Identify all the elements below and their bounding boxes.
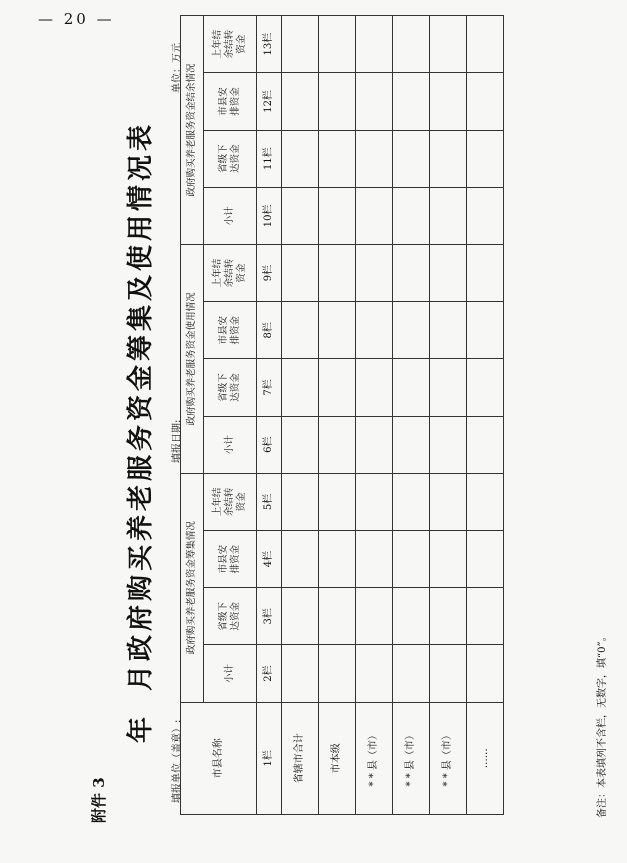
title-year: 年 [126,712,156,743]
table-cell[interactable] [356,130,393,187]
table-cell[interactable] [356,416,393,473]
sub-header [204,416,257,473]
column-number: 5栏 [257,473,282,530]
table-cell[interactable] [282,416,319,473]
table-cell[interactable] [356,302,393,359]
column-number: 8栏 [257,302,282,359]
name-header: 市县名称 [181,702,257,814]
sub-header-label: 省级下达资金 [218,602,241,631]
page-title [120,121,157,743]
column-number: 2栏 [257,645,282,702]
table-cell[interactable] [467,244,504,301]
table-cell[interactable] [319,16,356,73]
footnote: 备注：本表填列不含栏，无数字，填“0”。 [597,631,608,818]
table-cell[interactable] [467,302,504,359]
table-cell[interactable] [319,187,356,244]
table-cell[interactable] [430,416,467,473]
table-cell[interactable] [430,588,467,645]
table-cell[interactable] [282,302,319,359]
table-cell[interactable] [282,530,319,587]
table-cell[interactable] [356,244,393,301]
page-number: — 20 — [38,10,115,28]
fill-date-label: 填报日期: [172,419,183,463]
column-number: 9栏 [257,244,282,301]
sub-header-label: 上年结余结转资金 [212,487,247,517]
table-cell[interactable] [430,302,467,359]
table-cell[interactable] [393,244,430,301]
table-cell[interactable] [282,187,319,244]
table-cell[interactable] [356,187,393,244]
table-cell[interactable] [467,530,504,587]
table-cell[interactable] [393,416,430,473]
report-table [180,15,504,815]
sub-header [204,473,257,530]
table-cell[interactable] [282,130,319,187]
table-cell[interactable] [430,645,467,702]
column-number: 11栏 [257,130,282,187]
row-label: 省辖市合计 [282,702,319,814]
table-cell[interactable] [282,359,319,416]
table-row [467,16,504,815]
sub-header-label: 省级下达资金 [218,144,241,173]
sub-header-label: 小计 [224,206,236,226]
table-cell[interactable] [393,473,430,530]
sub-header-label: 上年结余结转资金 [212,258,247,288]
sub-header-label: 小计 [224,435,236,455]
table-row [356,16,393,815]
filler-label: 填报单位（盖章）: [172,719,183,803]
table-cell[interactable] [393,73,430,130]
column-number: 10栏 [257,187,282,244]
sub-header-label: 市县安排资金 [218,544,241,574]
table-row [319,16,356,815]
sub-header [204,588,257,645]
table-row [282,16,319,815]
table-cell[interactable] [319,302,356,359]
table-cell[interactable] [467,130,504,187]
column-number: 4栏 [257,530,282,587]
sub-header-label: 市县安排资金 [218,316,241,345]
sub-header [204,16,257,73]
table-cell[interactable] [282,645,319,702]
table-row [430,16,467,815]
column-number: 7栏 [257,359,282,416]
table-cell[interactable] [430,73,467,130]
table-cell[interactable] [356,588,393,645]
table-cell[interactable] [430,187,467,244]
group-header-use: 政府购买养老服务资金使用情况 [181,244,204,473]
table-cell[interactable] [467,473,504,530]
title-text: 月政府购买养老服务资金筹集及使用情况表 [126,120,156,691]
sub-header-row [204,16,257,815]
table-cell[interactable] [356,645,393,702]
table-cell[interactable] [356,473,393,530]
column-number: 12栏 [257,73,282,130]
table-cell[interactable] [467,588,504,645]
sub-header [204,244,257,301]
table-cell[interactable] [319,244,356,301]
table-cell[interactable] [282,73,319,130]
table-cell[interactable] [393,645,430,702]
table-cell[interactable] [467,187,504,244]
sub-header [204,130,257,187]
table-cell[interactable] [319,130,356,187]
table-cell[interactable] [356,530,393,587]
table-cell[interactable] [356,73,393,130]
table-cell[interactable] [393,530,430,587]
table-row [393,16,430,815]
column-number-row [257,16,282,815]
table-cell[interactable] [319,416,356,473]
table-cell[interactable] [430,130,467,187]
group-header-balance: 政府购买养老服务资金结余情况 [181,16,204,245]
table-cell[interactable] [393,302,430,359]
table-cell[interactable] [430,16,467,73]
table-cell[interactable] [282,473,319,530]
table-cell[interactable] [319,73,356,130]
row-label: * * 县（市） [393,702,430,814]
table-cell[interactable] [319,359,356,416]
table-cell[interactable] [319,645,356,702]
table-cell[interactable] [430,530,467,587]
table-cell[interactable] [393,130,430,187]
table-cell[interactable] [467,16,504,73]
sub-header-label: 省级下达资金 [218,373,241,402]
sub-header [204,302,257,359]
column-number: 3栏 [257,588,282,645]
table-cell[interactable] [393,588,430,645]
column-number: 13栏 [257,16,282,73]
table-cell[interactable] [282,588,319,645]
sub-header [204,530,257,587]
column-number: 6栏 [257,416,282,473]
table-cell[interactable] [319,588,356,645]
sub-header [204,645,257,702]
row-label: …… [467,702,504,814]
table-cell[interactable] [356,359,393,416]
table-cell[interactable] [430,473,467,530]
unit-label: 单位：万元 [172,43,183,93]
sub-header [204,73,257,130]
table-cell[interactable] [467,73,504,130]
table-cell[interactable] [319,473,356,530]
sub-header-label: 小计 [224,664,236,684]
row-label: * * 县（市） [356,702,393,814]
row-label: * * 县（市） [430,702,467,814]
group-header-raise: 政府购买养老服务资金筹集情况 [181,473,204,702]
table-cell[interactable] [467,645,504,702]
table-cell[interactable] [430,244,467,301]
table-cell[interactable] [319,530,356,587]
table-cell[interactable] [282,16,319,73]
table-cell[interactable] [393,16,430,73]
attachment-label: 附件 3 [90,777,108,823]
row-label: 市本级 [319,702,356,814]
table-cell[interactable] [467,359,504,416]
table-cell[interactable] [356,16,393,73]
sub-header-label: 市县安排资金 [218,87,241,116]
table-cell[interactable] [393,187,430,244]
sub-header-label: 上年结余结转资金 [212,29,247,59]
table-cell[interactable] [393,359,430,416]
table-cell[interactable] [282,244,319,301]
column-number: 1栏 [257,702,282,814]
table-cell[interactable] [467,416,504,473]
table-cell[interactable] [430,359,467,416]
sub-header [204,359,257,416]
sub-header [204,187,257,244]
